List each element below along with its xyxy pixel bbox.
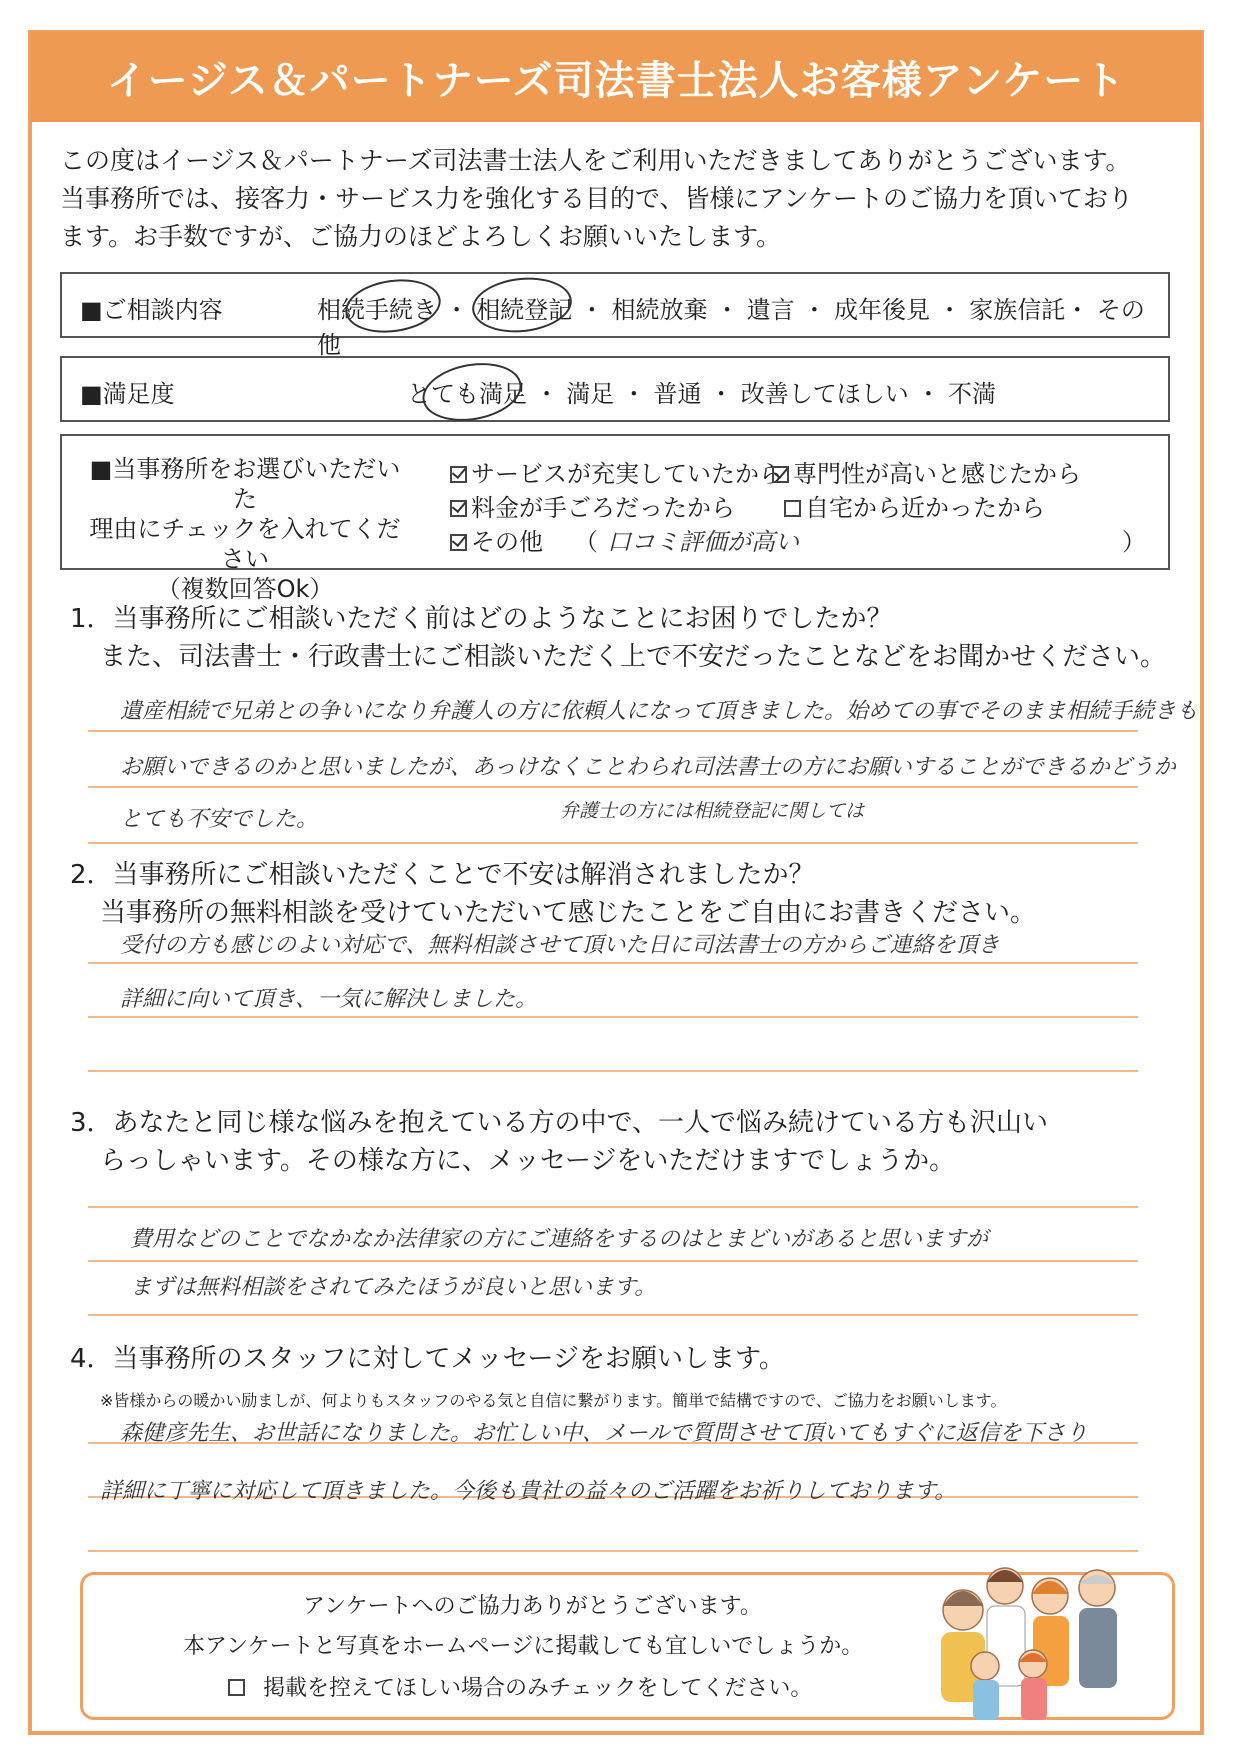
answer-1-line[interactable]: とても不安でした。 bbox=[120, 807, 319, 832]
other-paren-open: （ bbox=[574, 528, 598, 556]
answer-line bbox=[88, 1314, 1138, 1316]
checkbox-checked-icon[interactable] bbox=[772, 466, 789, 483]
other-paren-close: ） bbox=[1122, 528, 1146, 556]
answer-4-line[interactable]: 詳細に丁寧に対応して頂きました。今後も貴社の益々のご活躍をお祈りしております。 bbox=[100, 1479, 957, 1504]
intro-line: 当事務所では、接客力・サービス力を強化する目的で、皆様にアンケートのご協力を頂いており bbox=[60, 184, 1134, 213]
satisfaction-box bbox=[60, 356, 1170, 422]
family-illustration-icon bbox=[941, 1568, 1117, 1720]
footer-optout[interactable] bbox=[228, 1671, 812, 1702]
reasons-box bbox=[60, 434, 1170, 603]
question-4-title: 4．当事務所のスタッフに対してメッセージをお願いします。 bbox=[70, 1344, 785, 1374]
reason-expertise[interactable] bbox=[772, 454, 1081, 489]
reason-other[interactable] bbox=[450, 522, 543, 557]
reasons-label-line: （複数回答Ok） bbox=[156, 575, 334, 603]
other-answer[interactable]: 口コミ評価が高い bbox=[607, 528, 799, 556]
family-illustration bbox=[915, 1548, 1140, 1726]
intro-line: この度はイージス＆パートナーズ司法書士法人をご利用いただきましてありがとうございます。 bbox=[60, 146, 1131, 175]
footer-question: 本アンケートと写真をホームページに掲載しても宜しいでしょうか。 bbox=[183, 1634, 864, 1659]
reasons-label-line: 理由にチェックを入れてください bbox=[89, 515, 401, 573]
satisfaction-label: ■満足度 bbox=[80, 380, 175, 408]
answer-2-line[interactable]: 受付の方も感じのよい対応で、無料相談させて頂いた日に司法書士の方からご連絡を頂き bbox=[120, 933, 1000, 958]
question-1-title: 1．当事務所にご相談いただく前はどのようなことにお困りでしたか？ bbox=[70, 604, 893, 634]
footer-optout-text: 掲載を控えてほしい場合のみチェックをしてください。 bbox=[263, 1676, 813, 1701]
optout-checkbox-icon[interactable] bbox=[228, 1679, 245, 1696]
reason-text: その他 bbox=[471, 528, 543, 556]
checkbox-checked-icon[interactable] bbox=[450, 500, 467, 517]
answer-line bbox=[88, 730, 1138, 732]
answer-2-line[interactable]: 詳細に向いて頂き、一気に解決しました。 bbox=[120, 987, 538, 1012]
footer-thanks: アンケートへのご協力ありがとうございます。 bbox=[303, 1594, 762, 1619]
answer-line bbox=[88, 1260, 1138, 1262]
reasons-label-line: ■当事務所をお選びいただいた bbox=[89, 455, 401, 513]
consult-options: 相続手続き ・ 相続登記 ・ 相続放棄 ・ 遺言 ・ 成年後見 ・ 家族信託・ その他 bbox=[317, 296, 1145, 359]
checkbox-checked-icon[interactable] bbox=[450, 466, 467, 483]
answer-line bbox=[88, 1070, 1138, 1072]
answer-4-line[interactable]: 森健彦先生、お世話になりました。お忙しい中、メールで質問させて頂いてもすぐに返信を下さり bbox=[120, 1421, 1088, 1446]
question-3-subtitle: らっしゃいます。その様な方に、メッセージをいただけますでしょうか。 bbox=[100, 1146, 956, 1176]
reason-service[interactable] bbox=[450, 454, 783, 489]
question-3-title: 3．あなたと同じ様な悩みを抱えている方の中で、一人で悩み続けている方も沢山い bbox=[70, 1108, 1049, 1138]
question-1-subtitle: また、司法書士・行政書士にご相談いただく上で不安だったことなどをお聞かせください。 bbox=[100, 642, 1167, 672]
answer-1-insert[interactable]: 弁護士の方には相続登記に関しては bbox=[560, 800, 865, 822]
reason-nearby[interactable] bbox=[784, 488, 1045, 523]
question-4-note: ※皆様からの暖かい励ましが、何よりもスタッフのやる気と自信に繋がります。簡単で結構ですので、ご協力をお願いします。 bbox=[100, 1391, 1007, 1410]
answer-line bbox=[88, 1206, 1138, 1208]
reason-text: 自宅から近かったから bbox=[805, 494, 1045, 522]
reasons-label bbox=[80, 454, 410, 604]
answer-3-line[interactable]: 費用などのことでなかなか法律家の方にご連絡をするのはとまどいがあると思いますが bbox=[130, 1227, 989, 1252]
answer-3-line[interactable]: まずは無料相談をされてみたほうが良いと思います。 bbox=[130, 1275, 657, 1300]
reason-text: サービスが充実していたから bbox=[471, 460, 783, 488]
checkbox-checked-icon[interactable] bbox=[450, 534, 467, 551]
intro-line: ます。お手数ですが、ご協力のほどよろしくお願いいたします。 bbox=[60, 222, 782, 251]
consult-label: ■ご相談内容 bbox=[80, 296, 223, 324]
answer-line bbox=[88, 962, 1138, 964]
answer-1-line[interactable]: お願いできるのかと思いましたが、あっけなくことわられ司法書士の方にお願いすることができるかどうか bbox=[120, 755, 1176, 780]
checkbox-icon[interactable] bbox=[784, 500, 801, 517]
answer-1-line[interactable]: 遺産相続で兄弟との争いになり弁護人の方に依頼人になって頂きました。始めての事でそのまま相続手続きも bbox=[120, 699, 1199, 724]
reason-text: 専門性が高いと感じたから bbox=[793, 460, 1081, 488]
reason-price[interactable] bbox=[450, 488, 735, 523]
intro-text bbox=[60, 142, 1180, 256]
answer-line bbox=[88, 786, 1138, 788]
consult-box bbox=[60, 272, 1170, 359]
reason-text: 料金が手ごろだったから bbox=[471, 494, 735, 522]
answer-line bbox=[88, 1016, 1138, 1018]
question-2-title: 2．当事務所にご相談いただくことで不安は解消されましたか？ bbox=[70, 860, 815, 890]
survey-title: イージス＆パートナーズ司法書士法人お客様アンケート bbox=[30, 32, 1202, 122]
question-2-subtitle: 当事務所の無料相談を受けていただいて感じたことをご自由にお書きください。 bbox=[100, 898, 1037, 928]
answer-line bbox=[88, 842, 1138, 844]
satisfaction-options: とても満足 ・ 満足 ・ 普通 ・ 改善してほしい ・ 不満 bbox=[407, 380, 997, 408]
